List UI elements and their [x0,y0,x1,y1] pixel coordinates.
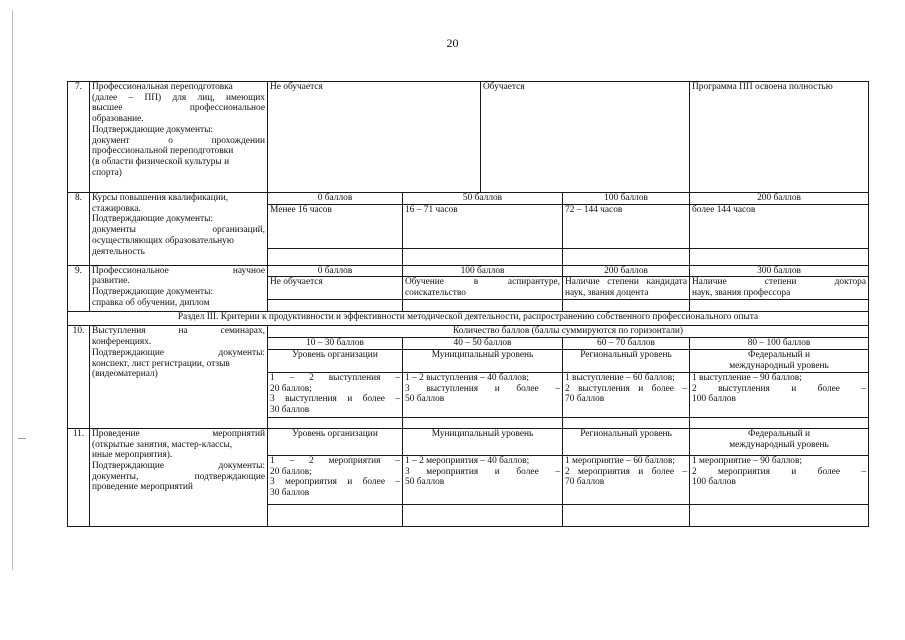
section-row [68,312,869,326]
criterion-line: Подтверждающие документы: [92,287,213,298]
level-line: международный уровень [729,360,829,371]
blank-cell [563,504,690,526]
criterion-cell [90,82,268,193]
criterion-cell [90,428,268,526]
score-cell: 300 баллов [690,265,869,277]
blank-cell [268,417,403,428]
table-row-10 [68,326,869,338]
criterion-line: Подтверждающие документы: [92,124,213,135]
criterion-line: стажировка. [92,203,141,214]
criterion-cell [90,326,268,428]
criterion-line: образование. [92,114,144,125]
value-line: 1 выступление – 60 баллов; [565,372,675,383]
value-line: 2 выступления и более – [565,383,688,394]
value-line: 3 выступления и более – [270,394,400,405]
table-row-7 [68,82,869,193]
criterion-line: документы организаций, [92,225,265,236]
value-line: 1 – 2 выступления – [270,372,400,383]
table-row-11 [68,428,869,455]
value-line: наук, звания доцента [565,288,649,299]
level-cell: Региональный уровень [563,428,690,455]
range-cell: 80 – 100 баллов [690,338,869,350]
criterion-line: (открытые занятия, мастер-классы, [92,439,233,450]
level-line: международный уровень [729,439,829,450]
value-line: 20 баллов; [270,466,312,477]
option-cell: Обучается [481,82,690,193]
value-line: 1 мероприятие – 90 баллов; [692,455,803,466]
value-cell [403,277,563,300]
row-number: 11. [68,428,90,526]
range-cell: 10 – 30 баллов [268,338,403,350]
row-number: 8. [68,193,90,266]
range-cell: 60 – 70 баллов [563,338,690,350]
criterion-line: (видеоматериал) [92,369,158,380]
value-cell [268,455,403,504]
criterion-line: Курсы повышения квалификации, [92,193,229,203]
criterion-line: высшее профессиональное [92,103,265,114]
value-line: 2 выступления и более – [692,383,867,394]
blank-cell [268,504,403,526]
score-cell: 50 баллов [403,193,563,205]
score-cell: 200 баллов [690,193,869,205]
criterion-line: (далее – ПП) для лиц, имеющих [92,92,265,103]
criterion-line: Проведение мероприятий [92,428,265,439]
blank-cell [563,417,690,428]
score-cell: 0 баллов [268,265,403,277]
criterion-cell [90,265,268,312]
value-line: 2 мероприятия и более – [692,466,867,477]
value-line: 1 – 2 мероприятия – 40 баллов; [405,455,530,466]
criterion-line: профессиональной переподготовки [92,146,234,157]
score-cell: 0 баллов [268,193,403,205]
value-line: Обучение в аспирантуре, [405,277,561,288]
value-line: 50 баллов [405,477,445,488]
value-line: Наличие степени доктора [692,277,867,288]
criteria-table [67,81,869,527]
range-cell: 40 – 50 баллов [403,338,563,350]
value-cell: 16 – 71 часов [403,204,563,248]
value-line: 50 баллов [405,394,445,405]
criterion-line: документы, подтверждающие [92,471,265,482]
blank-cell [690,417,869,428]
table-row-9 [68,265,869,277]
criterion-line: (в области физической культуры и [92,156,230,167]
value-line: 20 баллов; [270,383,312,394]
criterion-line: деятельность [92,246,145,257]
blank-cell [403,417,563,428]
value-cell [563,277,690,300]
value-cell [268,372,403,417]
value-line: 100 баллов [692,477,736,488]
value-cell [690,277,869,300]
blank-cell [690,248,869,265]
score-cell: 200 баллов [563,265,690,277]
value-line: 70 баллов [565,394,605,405]
page-number: 20 [446,36,459,50]
option-cell: Не обучается [268,82,481,193]
criterion-line: Профессиональная переподготовка [92,82,233,92]
criterion-line: документ о прохождении [92,135,265,146]
score-cell: 100 баллов [403,265,563,277]
value-line: 30 баллов [270,404,310,415]
value-cell [690,372,869,417]
level-cell: Муниципальный уровень [403,349,563,372]
value-line: 1 – 2 выступления – 40 баллов; [405,372,530,383]
value-line: 1 – 2 мероприятия – [270,455,400,466]
section-title: Раздел III. Критерии к продуктивности и эффективности методической деятельности, распространению собственного профессионального опыта [68,312,869,326]
value-cell [563,372,690,417]
blank-cell [563,300,690,312]
criterion-line: развитие. [92,276,130,287]
level-cell [690,349,869,372]
value-cell [268,277,403,300]
value-line: 1 мероприятие – 60 баллов; [565,455,676,466]
level-cell: Муниципальный уровень [403,428,563,455]
value-line: Наличие степени кандидата [565,277,688,288]
row-number: 9. [68,265,90,312]
criterion-line: осуществляющих образовательную [92,235,234,246]
level-cell: Уровень организации [268,428,403,455]
value-cell [690,455,869,504]
level-line: Федеральный и [748,349,810,360]
blank-cell [403,300,563,312]
score-cell: 100 баллов [563,193,690,205]
criterion-line: справка об обучении, диплом [92,297,210,308]
scan-edge-line [12,10,13,570]
value-cell: 72 – 144 часов [563,204,690,248]
criterion-line: конференциях. [92,337,152,348]
blank-cell [403,504,563,526]
table-row-8 [68,193,869,205]
criterion-line: конспект, лист регистрации, отзыв [92,358,230,369]
value-line: наук, звания профессора [692,288,791,299]
blank-cell [563,248,690,265]
level-cell: Уровень организации [268,349,403,372]
value-line: 1 выступление – 90 баллов; [692,372,802,383]
value-cell [403,455,563,504]
row-number: 10. [68,326,90,428]
criterion-cell [90,193,268,266]
row-number: 7. [68,82,90,193]
option-cell: Программа ПП освоена полностью [690,82,869,193]
criterion-line: спорта) [92,167,122,178]
level-cell: Региональный уровень [563,349,690,372]
criterion-line: Выступления на семинарах, [92,326,265,337]
blank-cell [268,248,403,265]
value-line: Не обучается [270,277,323,288]
criterion-line: Подтверждающие документы: [92,214,213,225]
blank-cell [268,300,403,312]
scan-mark [18,438,26,439]
value-line: 2 мероприятия и более – [565,466,688,477]
value-line: 100 баллов [692,394,736,405]
blank-cell [690,300,869,312]
value-line: соискательство [405,288,466,299]
criterion-line: Подтверждающие документы: [92,347,265,358]
level-line: Федеральный и [748,428,810,439]
value-cell: более 144 часов [690,204,869,248]
value-line: 3 выступления и более – [405,383,561,394]
value-line: 3 мероприятия и более – [405,466,561,477]
blank-cell [403,248,563,265]
value-line: 30 баллов [270,487,310,498]
criterion-line: иные мероприятия). [92,450,173,461]
value-line: 70 баллов [565,477,605,488]
blank-cell [690,504,869,526]
score-header: Количество баллов (баллы суммируются по горизонтали) [268,326,869,338]
value-cell [403,372,563,417]
level-cell [690,428,869,455]
value-line: 3 мероприятия и более – [270,477,400,488]
value-cell [563,455,690,504]
criterion-line: Подтверждающие документы: [92,460,265,471]
criterion-line: Профессиональное научное [92,265,265,276]
criterion-line: проведение мероприятий [92,482,193,493]
value-cell: Менее 16 часов [268,204,403,248]
